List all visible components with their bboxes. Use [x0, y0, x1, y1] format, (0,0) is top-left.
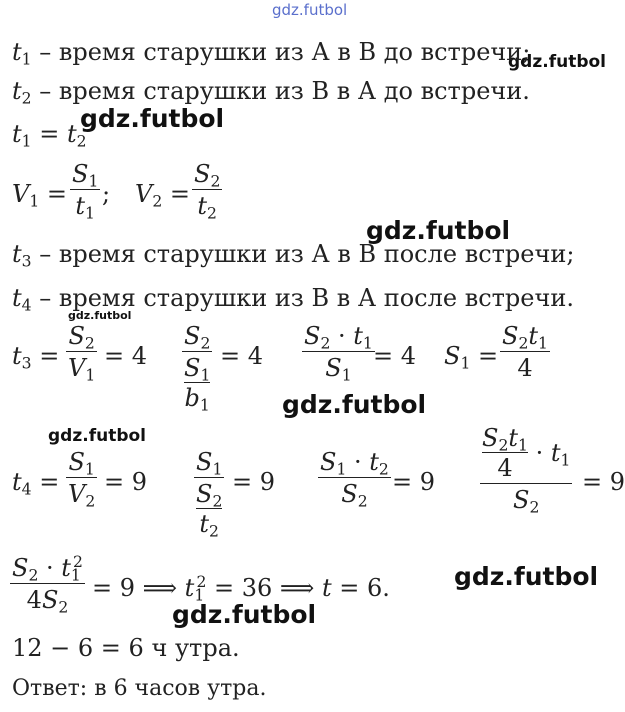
watermark-top: gdz.futbol	[272, 1, 348, 19]
t3-product-fraction: $S_2 \cdot t_1$ $S_1$	[304, 322, 373, 385]
t3-product-value: = 4	[373, 342, 417, 370]
t4-nested-value: = 9	[582, 468, 625, 496]
line-t3-definition: $t_3$ – время старушки из А в В после встречи;	[12, 240, 575, 271]
watermark-7: gdz.futbol	[454, 562, 599, 591]
t3-complex-fraction: $S_2$ $S_1$ $b_1$	[184, 322, 211, 415]
line-t1-definition: $t_1$ – время старушки из А в В до встречи;	[12, 38, 531, 69]
t4-product-value: = 9	[392, 468, 436, 496]
line-calculation: 12 − 6 = 6 ч утра.	[12, 634, 240, 662]
watermark-6: gdz.futbol	[48, 426, 146, 446]
solve-fraction: $S_2 \cdot t_1^2$ $4S_2$	[12, 553, 83, 617]
solve-chain: = 9 ⟹ $t_1^2 = 36$ ⟹ t = 6.	[92, 573, 390, 605]
t3-value: = 4	[104, 342, 148, 370]
t4-complex-fraction: $S_1$ $S_2$ $t_2$	[196, 448, 223, 541]
t4-nested-fraction: $S_2t_1$ 4 · $t_1$ $S_2$	[482, 424, 571, 517]
watermark-1: gdz.futbol	[508, 52, 606, 72]
t4-fraction: $S_1$ $V_2$	[68, 448, 96, 511]
line-answer: Ответ: в 6 часов утра.	[12, 676, 267, 701]
t3-complex-value: = 4	[220, 342, 264, 370]
t3-label: $t_3$ =	[12, 342, 60, 373]
v1-label: $V_1$ =	[12, 180, 68, 211]
watermark-3: gdz.futbol	[366, 216, 511, 245]
v1-fraction: $S_1$ $t_1$	[72, 160, 99, 223]
t4-label: $t_4$ =	[12, 468, 60, 499]
t4-value: = 9	[104, 468, 148, 496]
t3-fraction: $S_2$ $V_1$	[68, 322, 96, 385]
t4-complex-value: = 9	[232, 468, 276, 496]
v2-fraction: $S_2$ $t_2$	[194, 160, 221, 223]
watermark-8: gdz.futbol	[172, 600, 317, 629]
semicolon: ;	[102, 180, 111, 208]
line-t2-definition: $t_2$ – время старушки из В в А до встречи.	[12, 77, 530, 108]
watermark-4: gdz.futbol	[68, 309, 132, 322]
line-t1-equals-t2: $t_1 = t_2$	[12, 120, 87, 151]
s1-label: $S_1$ =	[444, 342, 499, 373]
v2-label: $V_2$ =	[135, 180, 191, 211]
s1-fraction: $S_2t_1$ 4	[502, 322, 548, 382]
watermark-2: gdz.futbol	[80, 104, 225, 133]
line-t4-definition: $t_4$ – время старушки из В в А после встречи.	[12, 284, 574, 315]
t4-product-fraction: $S_1 \cdot t_2$ $S_2$	[320, 448, 389, 511]
watermark-5: gdz.futbol	[282, 390, 427, 419]
